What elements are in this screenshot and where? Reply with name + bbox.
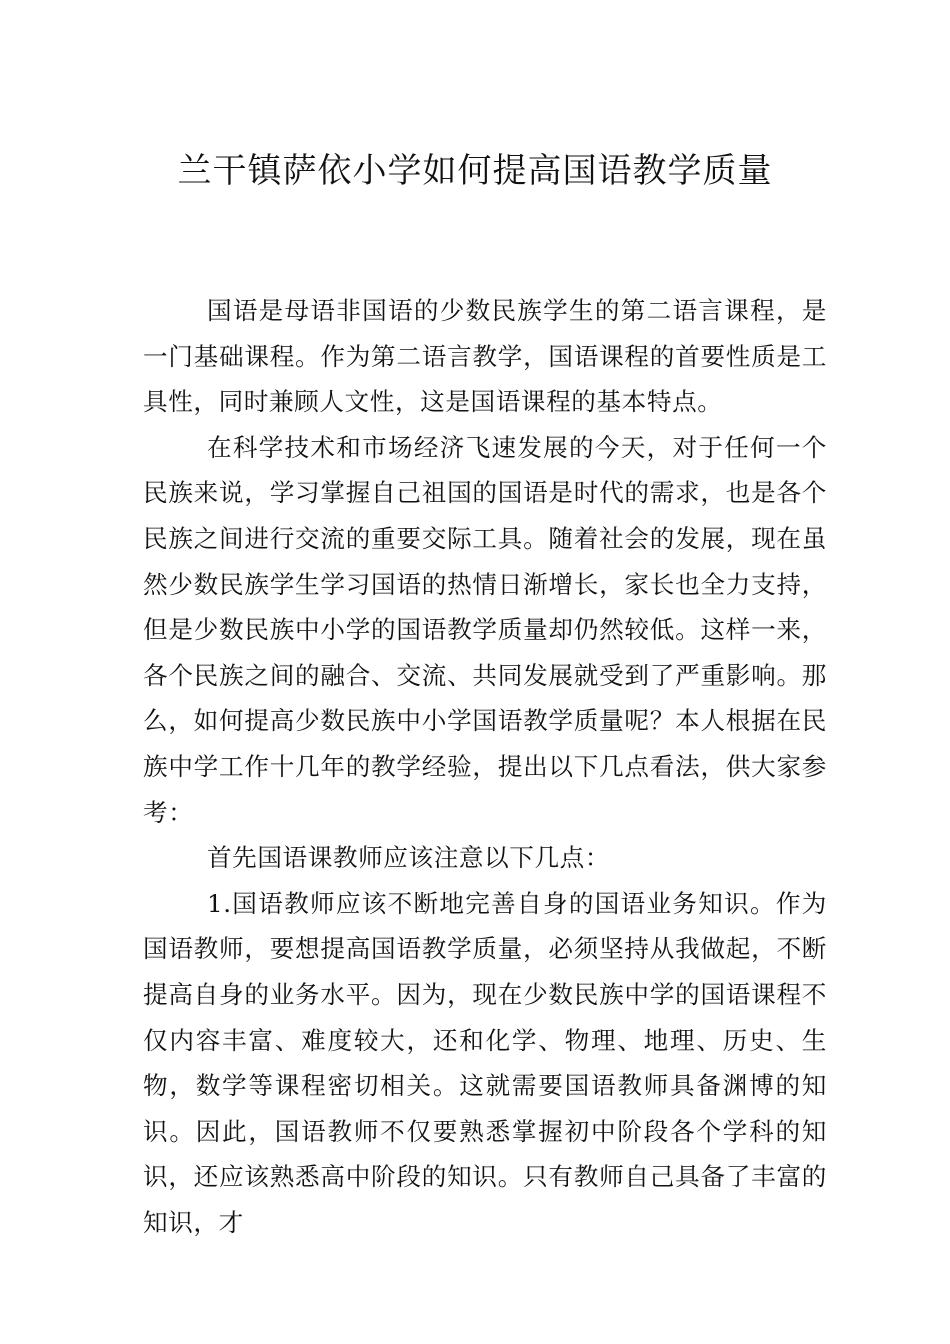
- document-title: 兰干镇萨依小学如何提高国语教学质量: [177, 151, 773, 191]
- paragraph-points-heading: 首先国语课教师应该注意以下几点：: [206, 843, 611, 873]
- paragraph-intro: 国语是母语非国语的少数民族学生的第二语言课程，是一门基础课程。作为第二语言教学，国语课程的首要性质是工具性，同时兼顾人文性，这是国语课程的基本特点。: [143, 296, 827, 417]
- paragraph-background: 在科学技术和市场经济飞速发展的今天，对于任何一个民族来说，学习掌握自己祖国的国语是时代的需求，也是各个民族之间进行交流的重要交际工具。随着社会的发展，现在虽然少数民族学生学习国语的热情日渐增长，家长也全力支持，但是少数民族中小学的国语教学质量却仍然较低。这样一来，各个民族之间的融合、交流、共同发展就受到了严重影响。那么，如何提高少数民族中小学国语教学质量呢？本人根据在民族中学工作十几年的教学经验，提出以下几点看法，供大家参考：: [143, 432, 827, 827]
- document-body: [143, 288, 827, 1245]
- paragraph-point-1: 1.国语教师应该不断地完善自身的国语业务知识。作为国语教师，要想提高国语教学质量，必须坚持从我做起，不断提高自身的业务水平。因为，现在少数民族中学的国语课程不仅内容丰富、难度较大，还和化学、物理、地理、历史、生物，数学等课程密切相关。这就需要国语教师具备渊博的知识。因此，国语教师不仅要熟悉掌握初中阶段各个学科的知识，还应该熟悉高中阶段的知识。只有教师自己具备了丰富的知识，才: [143, 888, 827, 1237]
